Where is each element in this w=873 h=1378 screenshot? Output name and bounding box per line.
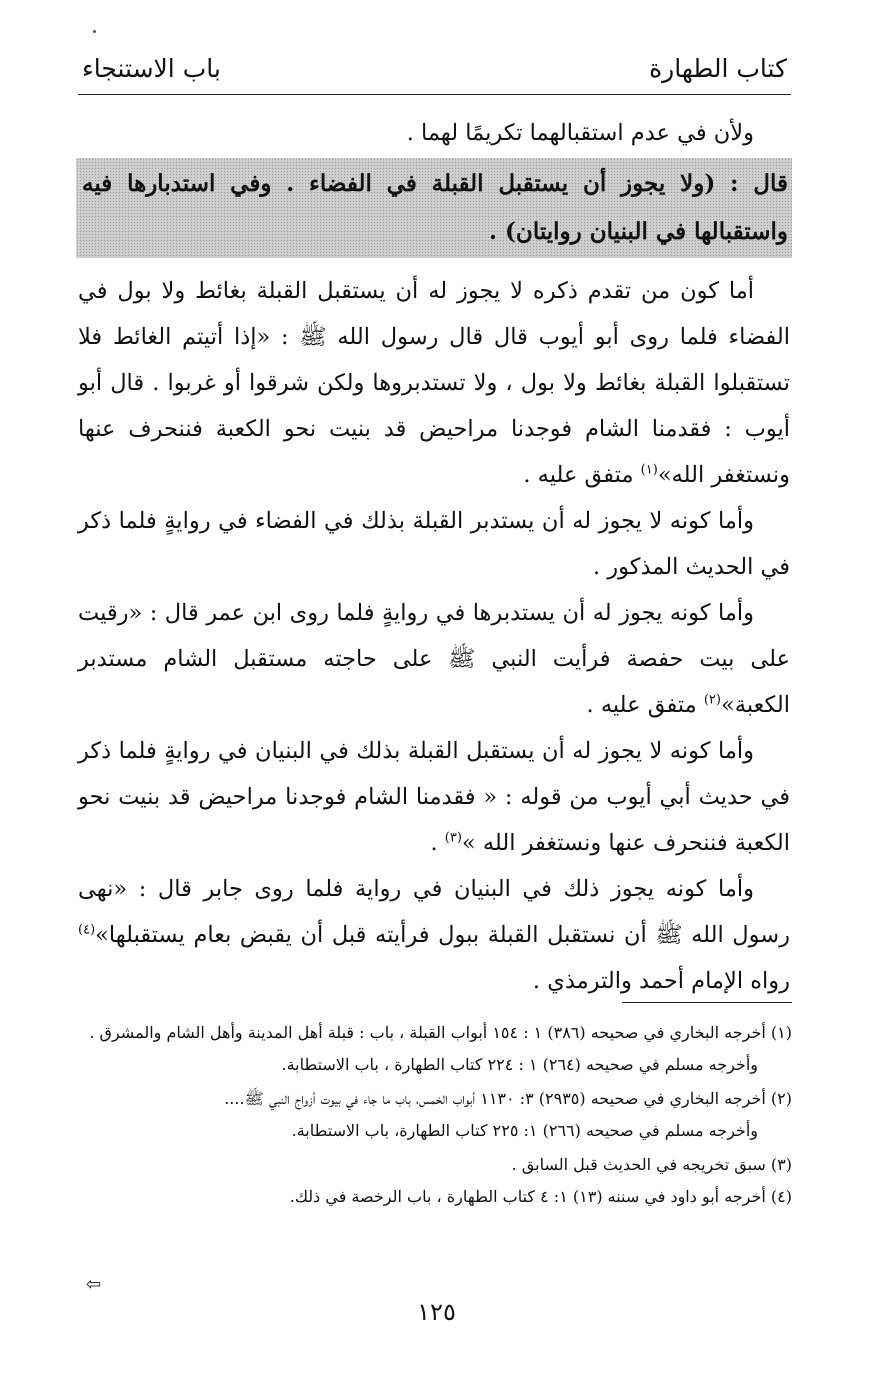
- footnote-ref-3: (٣): [444, 830, 462, 846]
- footnote-ref-2: (٢): [703, 692, 721, 708]
- footnote-2: (٢) أخرجه البخاري في صحيحه (٢٩٣٥) ٣: ١١٣٠ أبواب الخمس، باب ما جاء في بيوت أزواج النبي ﷺ....: [224, 1089, 792, 1108]
- footnote-ref-1: (١): [640, 462, 658, 478]
- footnote-ref-4: (٤): [78, 922, 96, 938]
- body-top-line: [78, 110, 790, 156]
- top-line-text: ولأن في عدم استقبالهما تكريمًا لهما .: [406, 120, 754, 146]
- header-divider: [78, 94, 791, 95]
- paragraph-5: [78, 866, 790, 1004]
- paragraph-1-text: أما كون من تقدم ذكره لا يجوز له أن يستقبل القبلة بغائط ولا بول في الفضاء فلما روى أبو أيوب قال قال رسول الله ﷺ : «إذا أتيتم الغائط فلا تستقبلوا القبلة بغائط ولا بول ، ولا تستدبروها ولكن شرقوا أو غربوا . قال أبو أيوب : فقدمنا الشام فوجدنا مراحيض قد بنيت نحو الكعبة فننحرف عنها ونستغفر الله»: [78, 278, 790, 488]
- paragraph-4-tail: .: [430, 830, 445, 856]
- footnote-4: (٤) أخرجه أبو داود في سننه (١٣) ١: ٤ كتاب الطهارة ، باب الرخصة في ذلك.: [289, 1187, 792, 1206]
- paragraph-4: [78, 728, 790, 866]
- paragraph-3-tail: متفق عليه .: [586, 692, 704, 718]
- paragraph-2: [78, 498, 790, 590]
- footnote-divider: [622, 1002, 792, 1003]
- page-number: ١٢٥: [417, 1298, 456, 1326]
- paragraph-1-tail: متفق عليه .: [523, 462, 641, 488]
- footnote-3: (٣) سبق تخريجه في الحديث قبل السابق .: [511, 1155, 792, 1174]
- paragraph-5-tail: رواه الإمام أحمد والترمذي .: [532, 968, 790, 994]
- running-header-chapter-title: باب الاستنجاء: [82, 54, 221, 83]
- scan-speck: [93, 30, 96, 33]
- paragraph-4-text: وأما كونه لا يجوز له أن يستقبل القبلة بذلك في البنيان في روايةٍ فلما ذكر في حديث أبي أيوب من قوله : « فقدمنا الشام فوجدنا مراحيض قد بنيت نحو الكعبة فننحرف عنها ونستغفر الله »: [78, 738, 790, 856]
- paragraph-3-text: وأما كونه يجوز له أن يستدبرها في روايةٍ فلما روى ابن عمر قال : «رقيت على بيت حفصة فرأيت النبي ﷺ على حاجته مستقبل الشام مستدبر الكعبة»: [78, 600, 790, 718]
- footnotes: [76, 1018, 792, 1214]
- footnote-2-continuation: وأخرجه مسلم في صحيحه (٢٦٦) ١: ٢٢٥ كتاب الطهارة، باب الاستطابة.: [291, 1121, 758, 1140]
- paragraph-5-text: وأما كونه يجوز ذلك في البنيان في رواية فلما روى جابر قال : «نهى رسول الله ﷺ أن نستقبل القبلة ببول فرأيته قبل أن يقبض بعام يستقبلها»: [78, 876, 790, 948]
- footnote-1: (١) أخرجه البخاري في صحيحه (٣٨٦) ١ : ١٥٤ أبواب القبلة ، باب : قبلة أهل المدينة وأهل الشام والمشرق .: [89, 1023, 792, 1042]
- main-body: [78, 268, 790, 1004]
- paragraph-3: [78, 590, 790, 728]
- arrow-left-icon: ⇦: [86, 1274, 102, 1295]
- footnote-1-continuation: وأخرجه مسلم في صحيحه (٢٦٤) ١ : ٢٢٤ كتاب الطهارة ، باب الاستطابة.: [281, 1055, 758, 1074]
- paragraph-2-text: وأما كونه لا يجوز له أن يستدبر القبلة بذلك في الفضاء في روايةٍ فلما ذكر في الحديث المذكور .: [78, 508, 790, 580]
- running-header-book-title: كتاب الطهارة: [649, 54, 787, 83]
- paragraph-1: [78, 268, 790, 498]
- matn-text: قال : (ولا يجوز أن يستقبل القبلة في الفضاء . وفي استدبارها فيه واستقبالها في البنيان روايتان) .: [82, 170, 788, 245]
